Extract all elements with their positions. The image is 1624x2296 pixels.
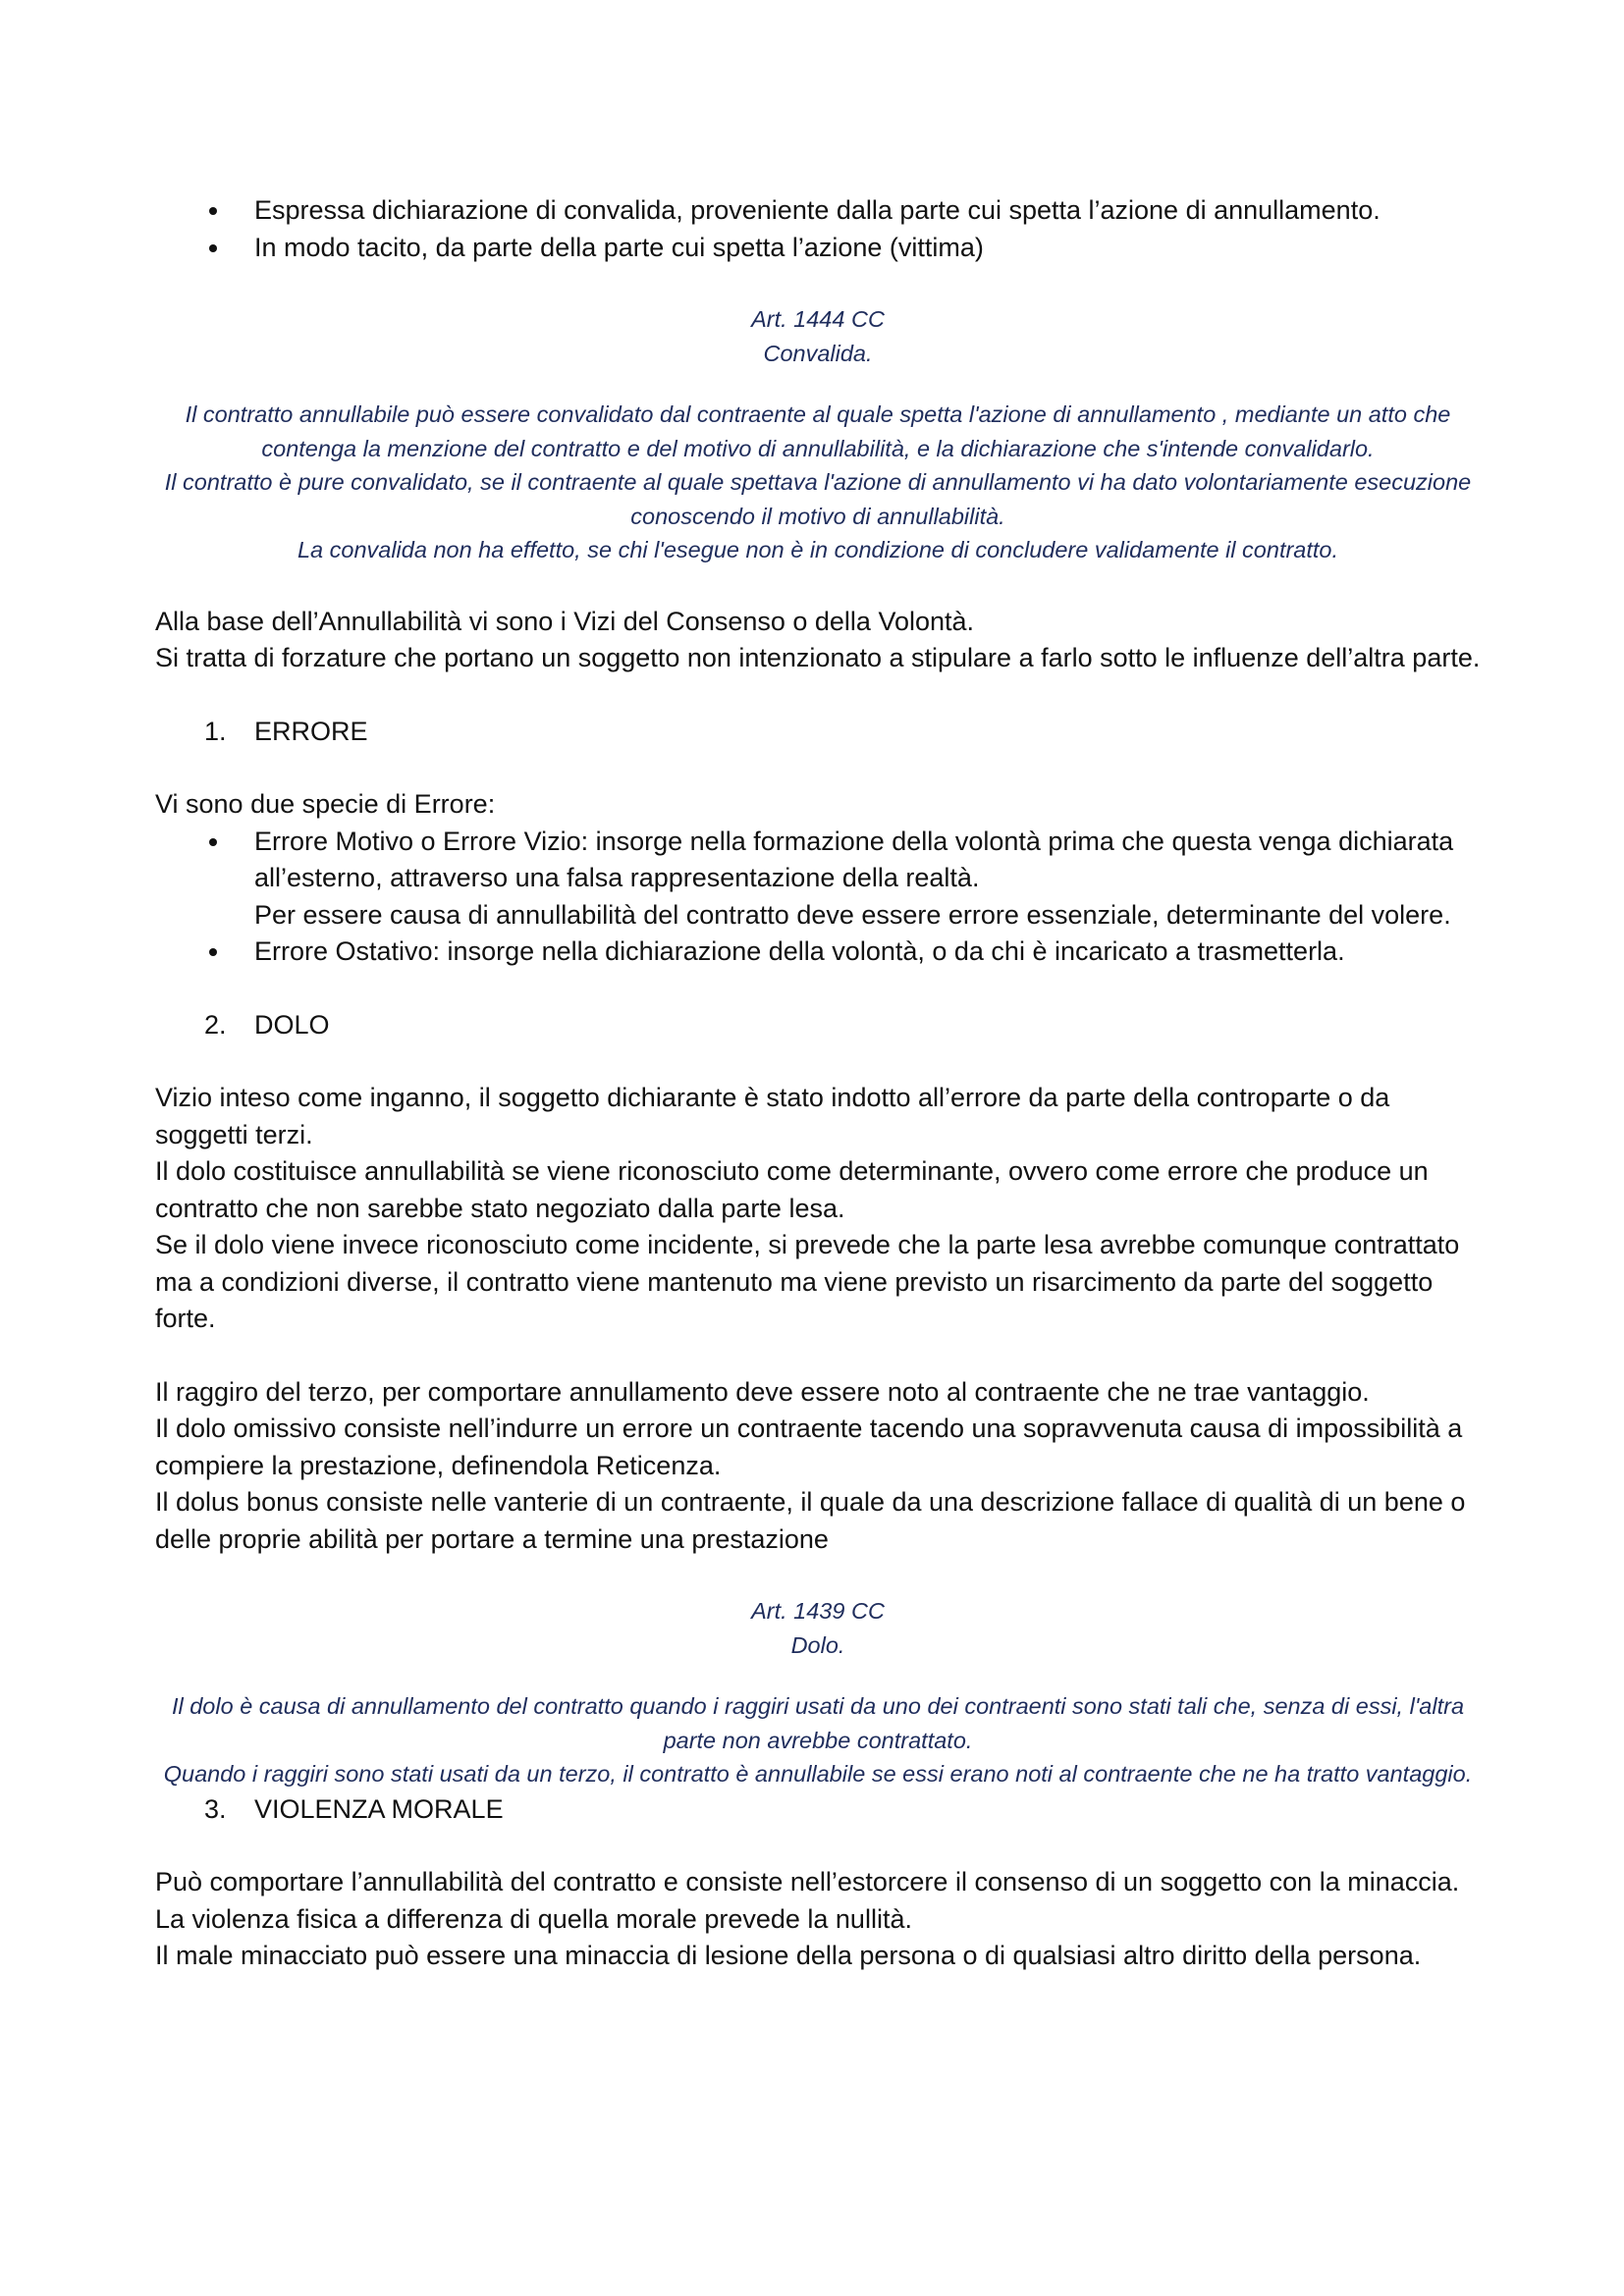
body-paragraph: Il dolus bonus consiste nelle vanterie di un contraente, il quale da una descrizione fallace di qualità di un bene o delle proprie abilità per portare a termine una prestazione	[155, 1487, 1466, 1554]
article-subtitle: Convalida.	[763, 340, 873, 366]
article-1444-quote	[155, 302, 1481, 567]
list-item-text: Errore Motivo o Errore Vizio: insorge nella formazione della volontà prima che questa venga dichiarata all’esterno, attraverso una falsa rappresentazione della realtà.	[254, 826, 1454, 892]
article-title: Art. 1444 CC	[751, 306, 885, 332]
list-item	[155, 824, 1481, 934]
list-item: Espressa dichiarazione di convalida, proveniente dalla parte cui spetta l’azione di annullamento.	[155, 192, 1481, 230]
article-paragraph: La convalida non ha effetto, se chi l'esegue non è in condizione di concludere validamente il contratto.	[297, 537, 1339, 562]
list-item: Errore Ostativo: insorge nella dichiarazione della volontà, o da chi è incaricato a trasmetterla.	[155, 934, 1481, 971]
article-paragraph: Quando i raggiri sono stati usati da un terzo, il contratto è annullabile se essi erano noti al contraente che ne ha tratto vantaggio.	[163, 1761, 1473, 1787]
body-paragraph: Il male minacciato può essere una minaccia di lesione della persona o di qualsiasi altro diritto della persona.	[155, 1941, 1422, 1970]
article-subtitle: Dolo.	[790, 1631, 845, 1658]
body-paragraph: Si tratta di forzature che portano un soggetto non intenzionato a stipulare a farlo sotto le influenze dell’altra parte.	[155, 643, 1481, 672]
body-paragraph: La violenza fisica a differenza di quella morale prevede la nullità.	[155, 1903, 912, 1934]
list-item-extra: Per essere causa di annullabilità del contratto deve essere errore essenziale, determinante del volere.	[254, 899, 1451, 930]
article-paragraph: Il contratto annullabile può essere convalidato dal contraente al quale spetta l'azione di annullamento , mediante un atto che contenga la menzione del contratto e del motivo di annullabilità, e la dichiarazione che s'intende convalidarlo.	[185, 401, 1451, 461]
body-paragraph: Vi sono due specie di Errore:	[155, 789, 496, 819]
intro-bullet-list	[155, 192, 1481, 266]
section-heading-errore	[155, 714, 1481, 751]
article-1439-quote	[155, 1594, 1481, 1791]
body-paragraph: Se il dolo viene invece riconosciuto come incidente, si prevede che la parte lesa avrebbe comunque contrattato ma a condizioni diverse, il contratto viene mantenuto ma viene previsto un risarcimento da parte del soggetto forte.	[155, 1230, 1460, 1333]
article-paragraph: Il contratto è pure convalidato, se il contraente al quale spettava l'azione di annullamento vi ha dato volontariamente esecuzione conoscendo il motivo di annullabilità.	[164, 469, 1472, 529]
section-heading-violenza	[155, 1791, 1481, 1829]
section-number: 1.	[204, 716, 227, 746]
body-paragraph: Alla base dell’Annullabilità vi sono i Vizi del Consenso o della Volontà.	[155, 606, 975, 636]
section-title: DOLO	[254, 1009, 330, 1040]
document-page	[155, 192, 1481, 1975]
section-heading-dolo	[155, 1007, 1481, 1044]
errore-bullet-list	[155, 824, 1481, 971]
section-number: 2.	[204, 1009, 227, 1040]
body-paragraph: Può comportare l’annullabilità del contratto e consiste nell’estorcere il consenso di un soggetto con la minaccia.	[155, 1867, 1460, 1896]
list-item: In modo tacito, da parte della parte cui spetta l’azione (vittima)	[155, 230, 1481, 267]
body-paragraph: Il raggiro del terzo, per comportare annullamento deve essere noto al contraente che ne trae vantaggio.	[155, 1376, 1370, 1407]
section-number: 3.	[204, 1793, 227, 1824]
section-title: VIOLENZA MORALE	[254, 1793, 504, 1824]
body-paragraph: Il dolo omissivo consiste nell’indurre un errore un contraente tacendo una sopravvenuta causa di impossibilità a compiere la prestazione, definendola Reticenza.	[155, 1414, 1463, 1480]
article-paragraph: Il dolo è causa di annullamento del contratto quando i raggiri usati da uno dei contraenti sono stati tali che, senza di essi, l'altra parte non avrebbe contrattato.	[171, 1693, 1465, 1753]
body-paragraph: Il dolo costituisce annullabilità se viene riconosciuto come determinante, ovvero come errore che produce un contratto che non sarebbe stato negoziato dalla parte lesa.	[155, 1156, 1429, 1223]
section-title: ERRORE	[254, 716, 368, 746]
article-title: Art. 1439 CC	[751, 1598, 885, 1624]
body-paragraph: Vizio inteso come inganno, il soggetto dichiarante è stato indotto all’errore da parte della controparte o da soggetti terzi.	[155, 1083, 1390, 1149]
